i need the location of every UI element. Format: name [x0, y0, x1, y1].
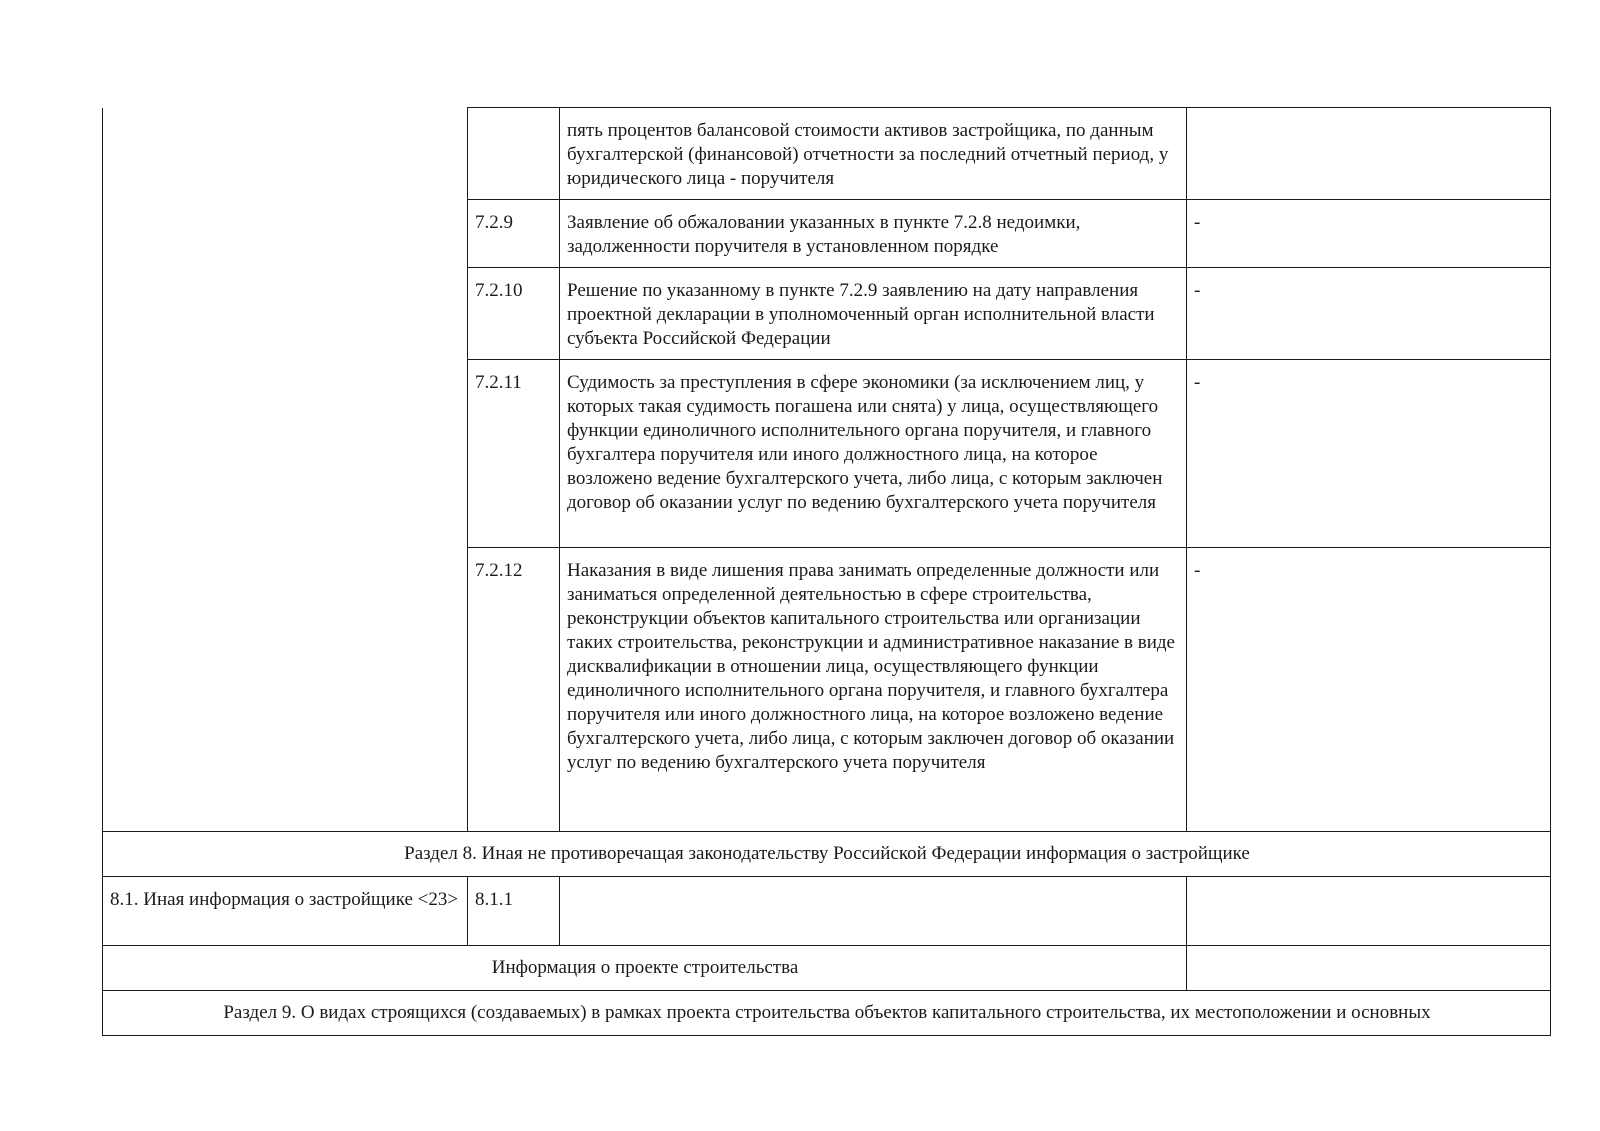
section-heading-row [103, 991, 1551, 1036]
item-number-cell: 7.2.12 [468, 548, 560, 832]
item-value-cell: - [1187, 200, 1551, 268]
table-row [103, 108, 1551, 200]
item-value-cell: - [1187, 268, 1551, 360]
project-info-row [103, 946, 1551, 991]
item-number-cell: 7.2.10 [468, 268, 560, 360]
item-text-cell: Наказания в виде лишения права занимать определенные должности или заниматься определенной деятельностью в сфере строительства, реконструкции объектов капитального строительства или организации таких строительства, реконструкции и административное наказание в виде дисквалификации в отношении лица, осуществляющего функции единоличного исполнительного органа поручителя, и главного бухгалтера поручителя или иного должностного лица, на которое возложено ведение бухгалтерского учета, либо лица, с которым заключен договор об оказании услуг по ведению бухгалтерского учета поручителя [560, 548, 1187, 832]
declaration-table [102, 107, 1551, 1036]
item-text-cell [560, 877, 1187, 946]
section-8-heading: Раздел 8. Иная не противоречащая законодательству Российской Федерации информация о застройщике [103, 832, 1551, 877]
item-value-cell [1187, 108, 1551, 200]
table-row [103, 877, 1551, 946]
section-9-heading: Раздел 9. О видах строящихся (создаваемых) в рамках проекта строительства объектов капитального строительства, их местоположении и основных [103, 991, 1551, 1036]
item-value-cell: - [1187, 548, 1551, 832]
item-number-cell: 8.1.1 [468, 877, 560, 946]
item-text-cell: Судимость за преступления в сфере экономики (за исключением лиц, у которых такая судимость погашена или снята) у лица, осуществляющего функции единоличного исполнительного органа поручителя, и главного бухгалтера поручителя или иного должностного лица, на которое возложено ведение бухгалтерского учета, либо лица, с которым заключен договор об оказании услуг по ведению бухгалтерского учета поручителя [560, 360, 1187, 548]
item-text-cell: Решение по указанному в пункте 7.2.9 заявлению на дату направления проектной декларации в уполномоченный орган исполнительной власти субъекта Российской Федерации [560, 268, 1187, 360]
item-value-cell [1187, 877, 1551, 946]
item-text-cell: Заявление об обжаловании указанных в пункте 7.2.8 недоимки, задолженности поручителя в установленном порядке [560, 200, 1187, 268]
item-number-cell: 7.2.9 [468, 200, 560, 268]
item-number-cell [468, 108, 560, 200]
item-value-cell: - [1187, 360, 1551, 548]
section-heading-row [103, 832, 1551, 877]
item-number-cell: 7.2.11 [468, 360, 560, 548]
item-text-cell: пять процентов балансовой стоимости активов застройщика, по данным бухгалтерской (финансовой) отчетности за последний отчетный период, у юридического лица - поручителя [560, 108, 1187, 200]
project-info-value [1187, 946, 1551, 991]
item-label-cell: 8.1. Иная информация о застройщике <23> [103, 877, 468, 946]
left-empty-cell [103, 108, 468, 832]
project-info-heading: Информация о проекте строительства [103, 946, 1187, 991]
